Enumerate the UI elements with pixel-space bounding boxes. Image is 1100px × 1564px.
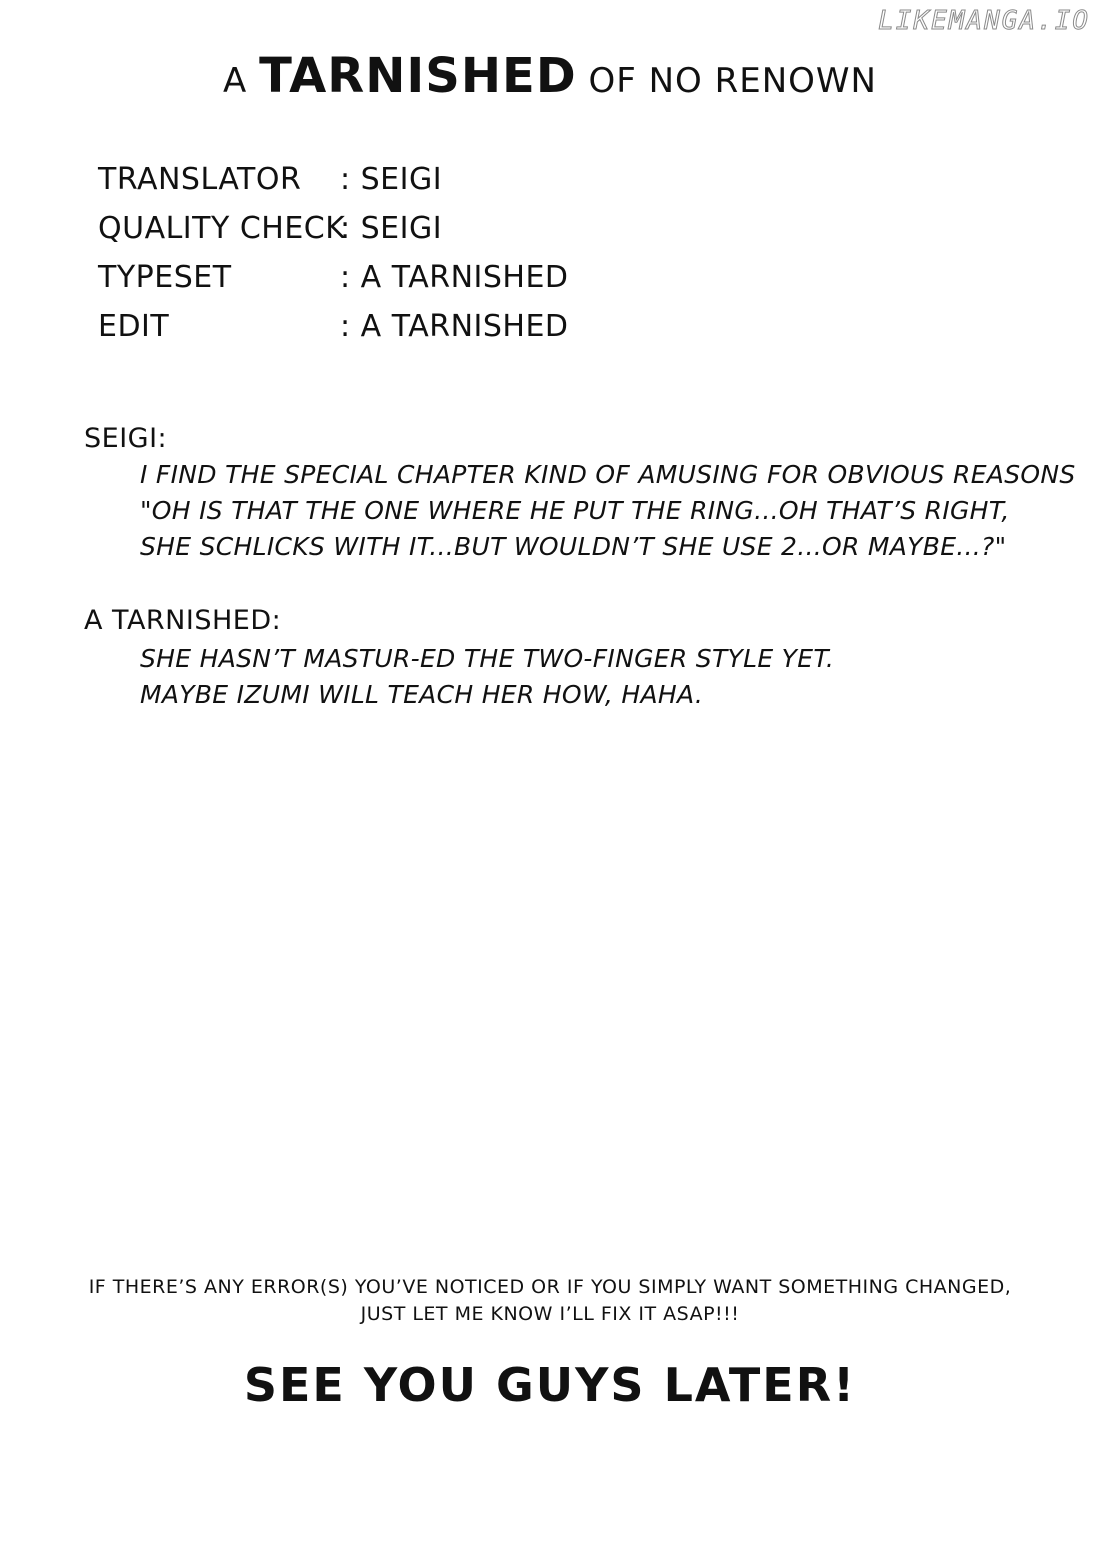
credit-name: : SEIGI xyxy=(340,162,443,197)
note-text-seigi xyxy=(140,457,1076,565)
credit-row-quality-check xyxy=(98,204,569,253)
title-part-tarnished: TARNISHED xyxy=(259,48,577,104)
footnote xyxy=(0,1274,1100,1328)
note-text-tarnished xyxy=(140,641,834,713)
farewell-text: SEE YOU GUYS LATER! xyxy=(243,1358,857,1412)
note-line: "OH IS THAT THE ONE WHERE HE PUT THE RING...OH THAT’S RIGHT, xyxy=(140,496,1010,525)
credit-role: EDIT xyxy=(98,309,170,344)
title-part-a: A xyxy=(223,61,260,101)
credit-role: TYPESET xyxy=(98,260,232,295)
credits-list xyxy=(98,155,569,351)
credit-role: QUALITY CHECK xyxy=(98,211,346,246)
page-title xyxy=(0,48,1100,104)
footnote-line: IF THERE’S ANY ERROR(S) YOU’VE NOTICED OR IF YOU SIMPLY WANT SOMETHING CHANGED, xyxy=(88,1276,1012,1298)
credit-row-typeset xyxy=(98,253,569,302)
title-part-of-no-renown: OF NO RENOWN xyxy=(576,61,877,101)
credit-row-edit xyxy=(98,302,569,351)
note-speaker-tarnished: A TARNISHED: xyxy=(84,605,282,636)
credit-name: : SEIGI xyxy=(340,211,443,246)
watermark: LIKEMANGA.IO xyxy=(878,6,1090,36)
note-line: MAYBE IZUMI WILL TEACH HER HOW, HAHA. xyxy=(140,680,704,709)
note-line: I FIND THE SPECIAL CHAPTER KIND OF AMUSING FOR OBVIOUS REASONS xyxy=(140,460,1076,489)
credit-role: TRANSLATOR xyxy=(98,162,302,197)
credit-name: : A TARNISHED xyxy=(340,260,569,295)
footnote-line: JUST LET ME KNOW I’LL FIX IT ASAP!!! xyxy=(360,1303,740,1325)
note-line: SHE SCHLICKS WITH IT...BUT WOULDN’T SHE USE 2...OR MAYBE...?" xyxy=(140,532,1007,561)
credit-row-translator xyxy=(98,155,569,204)
note-speaker-seigi: SEIGI: xyxy=(84,423,168,454)
note-line: SHE HASN’T MASTUR-ED THE TWO-FINGER STYLE YET. xyxy=(140,644,835,673)
credit-name: : A TARNISHED xyxy=(340,309,569,344)
